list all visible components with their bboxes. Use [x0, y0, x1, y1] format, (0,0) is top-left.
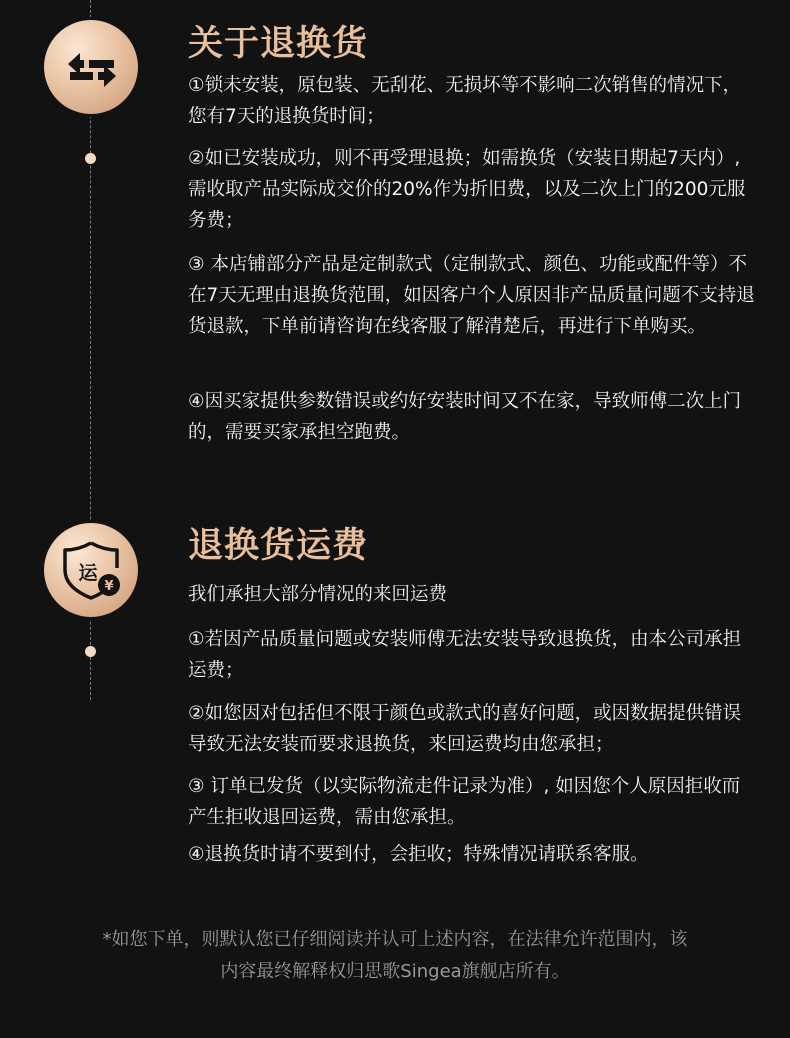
- returns-paragraph-2: ②如已安装成功，则不再受理退换；如需换货（安装日期起7天内）,需收取产品实际成交价的20%作为折旧费，以及二次上门的200元服务费；: [188, 148, 746, 231]
- footer-disclaimer: *如您下单，则默认您已仔细阅读并认可上述内容，在法律允许范围内，该内容最终解释权归思歌Singea旗舰店所有。: [102, 929, 688, 982]
- freight-paragraph-2: ②如您因对包括但不限于颜色或款式的喜好问题，或因数据提供错误导致无法安装而要求退换货，来回运费均由您承担；: [188, 703, 742, 755]
- timeline-dot: [85, 646, 96, 657]
- freight-paragraph-4: ④退换货时请不要到付，会拒收；特殊情况请联系客服。: [188, 844, 649, 865]
- shield-freight-yen-icon: [44, 523, 138, 617]
- freight-intro: 我们承担大部分情况的来回运费: [188, 584, 448, 605]
- freight-glyph: 运: [78, 562, 98, 584]
- returns-paragraph-1: ①锁未安装，原包装、无刮花、无损坏等不影响二次销售的情况下，您有7天的退换货时间；: [188, 75, 742, 127]
- yen-glyph: ¥: [104, 579, 114, 594]
- section-title-returns: 关于退换货: [188, 24, 369, 64]
- returns-paragraph-3: ③ 本店铺部分产品是定制款式（定制款式、颜色、功能或配件等）不在7天无理由退换货范围，如因客户个人原因非产品质量问题不支持退货退款，下单前请咨询在线客服了解清楚后，再进行下单购买。: [188, 254, 755, 337]
- freight-paragraph-1: ①若因产品质量问题或安装师傅无法安装导致退换货，由本公司承担运费；: [188, 629, 742, 681]
- section-title-freight: 退换货运费: [188, 526, 369, 566]
- exchange-arrows-icon: [44, 20, 138, 114]
- timeline-dot: [85, 153, 96, 164]
- returns-paragraph-4: ④因买家提供参数错误或约好安装时间又不在家，导致师傅二次上门的，需要买家承担空跑费。: [188, 391, 742, 443]
- freight-paragraph-3: ③ 订单已发货（以实际物流走件记录为准）, 如因您个人原因拒收而产生拒收退回运费，需由您承担。: [188, 776, 741, 828]
